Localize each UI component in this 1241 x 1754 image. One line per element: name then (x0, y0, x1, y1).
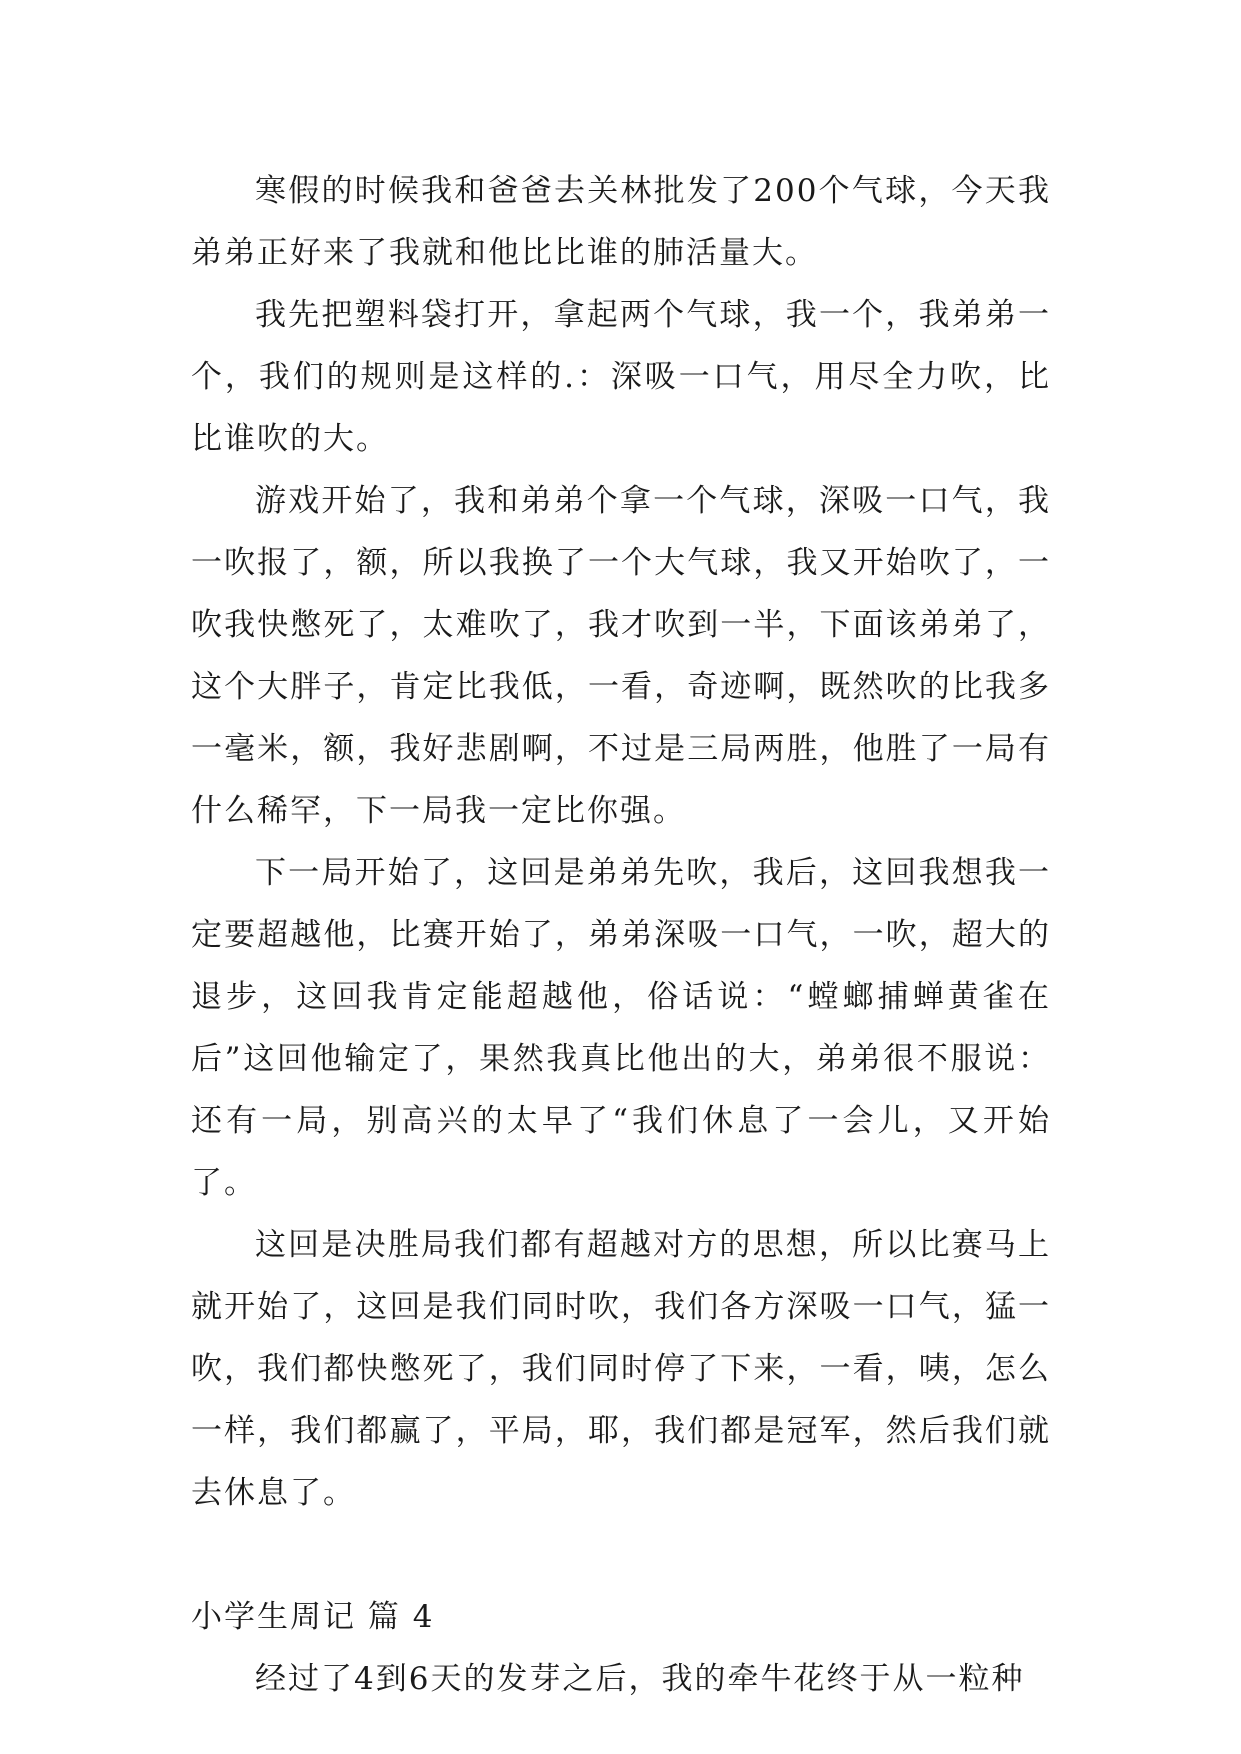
paragraph-3: 游戏开始了，我和弟弟个拿一个气球，深吸一口气，我一吹报了，额，所以我换了一个大气球，我又开始吹了，一吹我快憋死了，太难吹了，我才吹到一半，下面该弟弟了，这个大胖子，肯定比我低，一看，奇迹啊，既然吹的比我多一毫米，额，我好悲剧啊，不过是三局两胜，他胜了一局有什么稀罕，下一局我一定比你强。 (191, 483, 1051, 829)
paragraph-2: 我先把塑料袋打开，拿起两个气球，我一个，我弟弟一个，我们的规则是这样的.：深吸一口气，用尽全力吹，比比谁吹的大。 (191, 297, 1051, 457)
document-body (191, 160, 1051, 1710)
section-paragraph-1: 经过了4到6天的发芽之后，我的牵牛花终于从一粒种 (255, 1661, 1025, 1697)
paragraph-4: 下一局开始了，这回是弟弟先吹，我后，这回我想我一定要超越他，比赛开始了，弟弟深吸一口气，一吹，超大的退步，这回我肯定能超越他，俗话说：“螳螂捕蝉黄雀在后”这回他输定了，果然我真比他出的大，弟弟很不服说：还有一局，别高兴的太早了“我们休息了一会儿，又开始了。 (191, 855, 1051, 1201)
section-title: 小学生周记 篇 4 (191, 1599, 435, 1635)
paragraph-5: 这回是决胜局我们都有超越对方的思想，所以比赛马上就开始了，这回是我们同时吹，我们各方深吸一口气，猛一吹，我们都快憋死了，我们同时停了下来，一看，咦，怎么一样，我们都赢了，平局，耶，我们都是冠军，然后我们就去休息了。 (191, 1227, 1051, 1511)
paragraph-1: 寒假的时候我和爸爸去关林批发了200个气球，今天我弟弟正好来了我就和他比比谁的肺活量大。 (191, 173, 1051, 271)
